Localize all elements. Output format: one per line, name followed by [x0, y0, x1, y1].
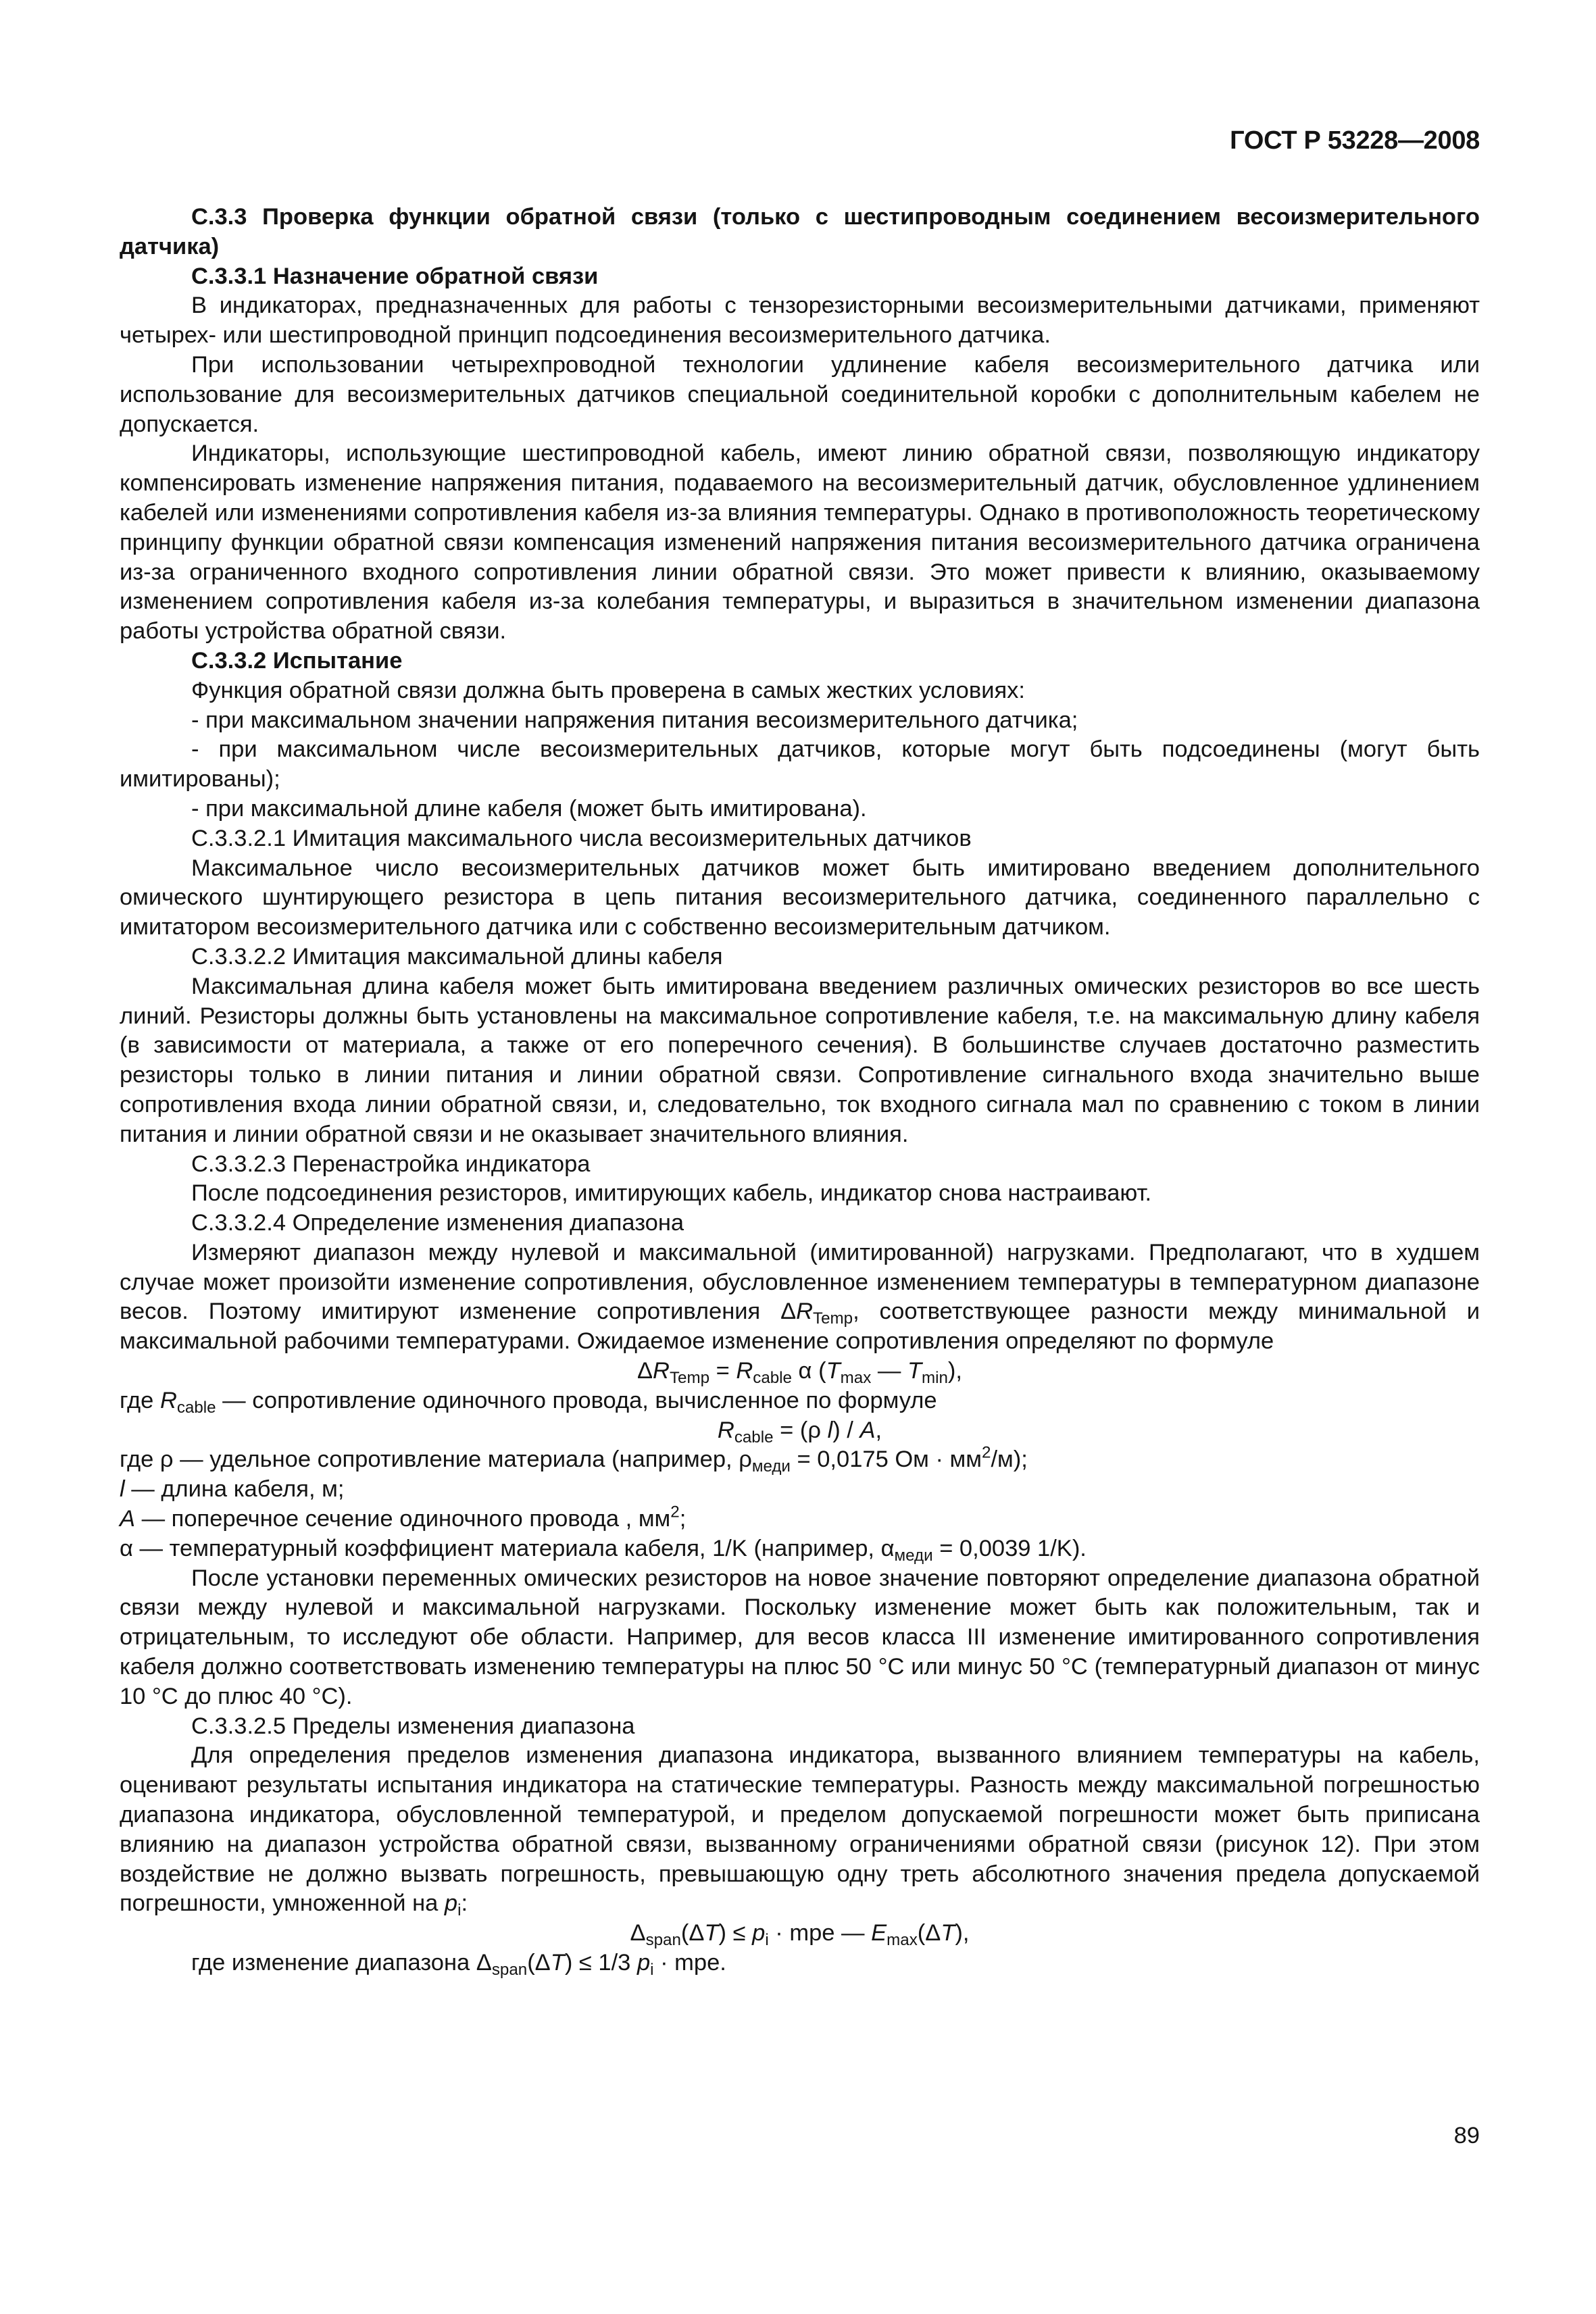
heading-c33: С.3.3 Проверка функции обратной связи (только с шестипроводным соединением весоизмерительного датчика)	[120, 204, 1480, 259]
heading-c3324: С.3.3.2.4 Определение изменения диапазона	[191, 1210, 684, 1236]
heading-c3323: С.3.3.2.3 Перенастройка индикатора	[191, 1151, 591, 1177]
paragraph: После подсоединения резисторов, имитирующих кабель, индикатор снова настраивают.	[191, 1180, 1152, 1207]
paragraph: После установки переменных омических резисторов на новое значение повторяют определение диапазона обратной связи между нулевой и максимальной нагрузками. Поскольку изменение может быть как положительным, так и отрицательным, то исследуют обе области. Например, для весов класса III изменение имитированного сопротивления кабеля должно соответствовать изменению температуры на плюс 50 °С или минус 50 °С (температурный диапазон от минус 10 °С до плюс 40 °С).	[120, 1565, 1480, 1709]
paragraph: Максимальная длина кабеля может быть имитирована введением различных омических резисторов во все шесть линий. Резисторы должны быть установлены на максимальное сопротивление кабеля, т.е. на максимальную длину кабеля (в зависимости от материала, а также от его поперечного сечения). В большинстве случаев достаточно разместить резисторы только в линии питания и линии обратной связи. Сопротивление сигнального входа значительно выше сопротивления входа линии обратной связи, и, следовательно, ток входного сигнала мал по сравнению с током в линии питания и линии обратной связи и не оказывает значительного влияния.	[120, 973, 1480, 1147]
page-number: 89	[1453, 2123, 1480, 2148]
formula-delta-span: $\Delta_{span}(\Delta T) \le p_i$ · mpe — $E_{max}(\Delta T)$,	[630, 1920, 970, 1949]
formula-definition: α — температурный коэффициент материала кабеля, 1/K (например, $\alpha_{меди} = 0,0039$ 1/K).	[120, 1535, 1087, 1565]
formula-definition: где изменение диапазона $\Delta_{span}(\Delta T) \le 1/3$ $p_i$ · mpe.	[191, 1950, 726, 1979]
paragraph: Индикаторы, использующие шестипроводной кабель, имеют линию обратной связи, позволяющую индикатору компенсировать изменение напряжения питания, подаваемого на весоизмерительный датчик, обусловленное удлинением кабелей или изменениями сопротивления кабеля из-за влияния температуры. Однако в противоположность теоретическому принципу функции обратной связи компенсация изменений напряжения питания весоизмерительного датчика ограничена из-за ограниченного входного сопротивления линии обратной связи. Это может привести к влиянию, оказываемому изменением сопротивления кабеля из-за колебания температуры, и выразиться в значительном изменении диапазона работы устройства обратной связи.	[120, 441, 1480, 645]
document-body	[120, 203, 1480, 1978]
formula-definition: l — длина кабеля, м;	[120, 1476, 345, 1503]
formula-r-cable: $R_{cable} = (\rho$ l) / A,	[717, 1417, 882, 1447]
formula-definition: где $R_{cable}$ — сопротивление одиночного провода, вычисленное по формуле	[120, 1387, 937, 1417]
heading-c3325: С.3.3.2.5 Пределы изменения диапазона	[191, 1713, 635, 1739]
formula-delta-r-temp: $\Delta R_{Temp} = R_{cable}$ α ($T_{max}$ — $T_{min}$),	[637, 1358, 962, 1387]
heading-c331: С.3.3.1 Назначение обратной связи	[191, 263, 599, 289]
list-item: - при максимальном числе весоизмерительных датчиков, которые могут быть подсоединены (могут быть имитированы);	[120, 736, 1480, 793]
paragraph: При использовании четырехпроводной технологии удлинение кабеля весоизмерительного датчика или использование для весоизмерительных датчиков специальной соединительной коробки с дополнительным кабелем не допускается.	[120, 351, 1480, 437]
paragraph: Максимальное число весоизмерительных датчиков может быть имитировано введением дополнительного омического шунтирующего резистора в цепь питания весоизмерительного датчика, соединенного параллельно с имитатором весоизмерительного датчика или с собственно весоизмерительным датчиком.	[120, 855, 1480, 940]
list-item: - при максимальном значении напряжения питания весоизмерительного датчика;	[191, 707, 1078, 733]
paragraph: Для определения пределов изменения диапазона индикатора, вызванного влиянием температуры на кабель, оценивают результаты испытания индикатора на статические температуры. Разность между максимальной погрешностью диапазона индикатора, обусловленной температурой, и пределом допускаемой погрешности может быть приписана влиянию на диапазон устройства обратной связи, вызванному ограничениями обратной связи (рисунок 12). При этом воздействие не должно вызвать погрешность, превышающую одну треть абсолютного значения предела допускаемой погрешности, умноженной на $p_i$:	[120, 1742, 1480, 1920]
paragraph: Измеряют диапазон между нулевой и максимальной (имитированной) нагрузками. Предполагают, что в худшем случае может произойти изменение сопротивления, обусловленное изменением температуры в температурном диапазоне весов. Поэтому имитируют изменение сопротивления $\Delta R_{Temp}$, соответствующее разности между минимальной и максимальной рабочими температурами. Ожидаемое изменение сопротивления определяют по формуле	[120, 1239, 1480, 1355]
paragraph: Функция обратной связи должна быть проверена в самых жестких условиях:	[191, 677, 1025, 703]
list-item: - при максимальной длине кабеля (может быть имитирована).	[191, 795, 867, 822]
formula-definition: где ρ — удельное сопротивление материала (например, $\rho_{меди} = 0,0175$ Ом · $мм^2/м$);	[120, 1444, 1028, 1476]
heading-c332: С.3.3.2 Испытание	[191, 647, 403, 674]
paragraph: В индикаторах, предназначенных для работы с тензорезисторными весоизмерительными датчиками, применяют четырех- или шестипроводной принцип подсоединения весоизмерительного датчика.	[120, 293, 1480, 349]
formula-definition: A — поперечное сечение одиночного провода , $мм^2$;	[120, 1503, 687, 1532]
heading-c3321: С.3.3.2.1 Имитация максимального числа весоизмерительных датчиков	[191, 825, 972, 851]
heading-c3322: С.3.3.2.2 Имитация максимальной длины кабеля	[191, 943, 723, 970]
standard-number: ГОСТ Р 53228—2008	[1230, 126, 1480, 155]
